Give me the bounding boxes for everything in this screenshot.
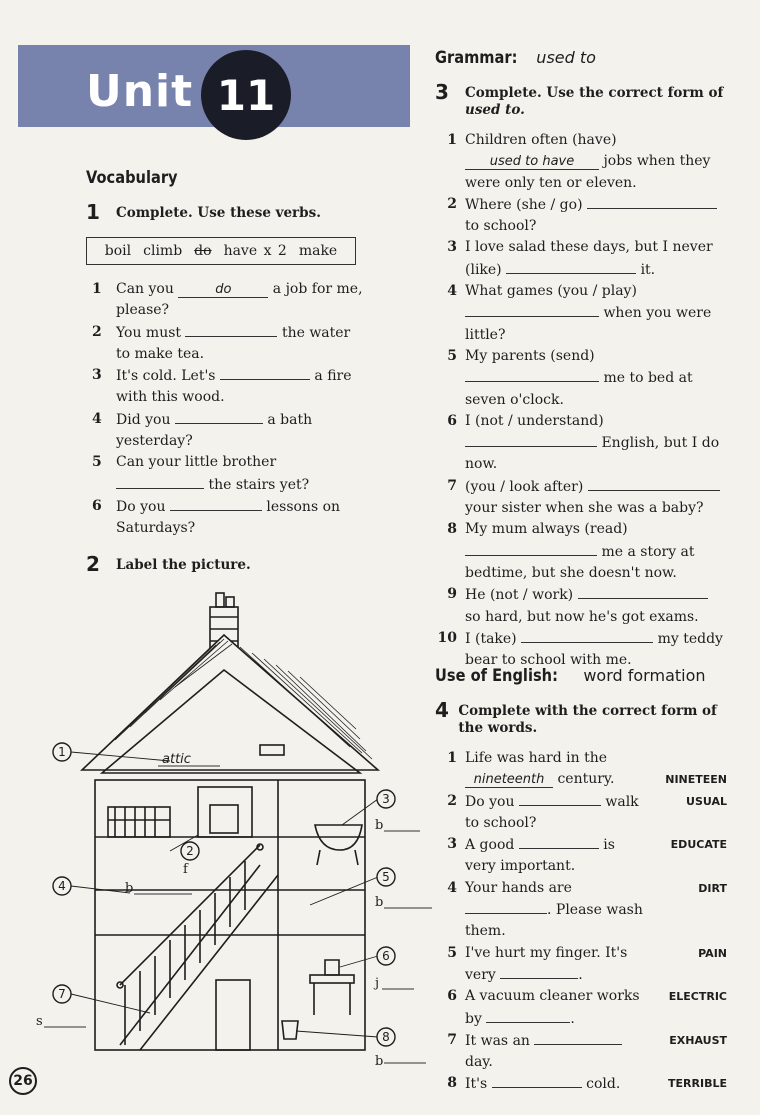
use-of-english-heading: Use of English: word formation <box>435 666 706 686</box>
label-3: b <box>375 818 384 833</box>
callout-number: 6 <box>382 949 390 963</box>
answer-blank[interactable] <box>465 367 599 382</box>
list-item: 6 I (not / understand) English, but I do now. <box>447 412 720 473</box>
label-6: j <box>375 976 380 991</box>
exercise-1-header <box>86 202 321 222</box>
grammar-heading: Grammar: used to <box>435 48 596 68</box>
answer-blank[interactable] <box>465 432 597 447</box>
list-item: 6 Do you lessons on Saturdays? <box>92 497 341 537</box>
exercise-instruction: Label the picture. <box>116 557 251 573</box>
exercise-instruction: Complete with the correct form of the words. <box>458 703 717 736</box>
base-word: TERRIBLE <box>668 1077 727 1091</box>
list-item: 4 Did you a bath yesterday? <box>92 410 313 450</box>
callout-number: 4 <box>58 879 66 893</box>
table <box>310 975 354 983</box>
word-make: make <box>298 243 338 259</box>
base-word: EDUCATE <box>670 838 727 852</box>
answer-blank[interactable] <box>587 194 717 209</box>
callout-number: 7 <box>58 987 66 1001</box>
unit-title: Unit <box>86 66 194 117</box>
list-item: 9 He (not / work) so hard, but now he's got exams. <box>437 584 723 628</box>
exercise-1-items <box>92 279 368 540</box>
callout-number: 1 <box>58 745 66 759</box>
jug <box>325 960 339 975</box>
house-illustration <box>20 575 440 1065</box>
list-item: 1 Can you do a job for me, please? <box>92 281 363 319</box>
answer-blank[interactable] <box>519 791 601 806</box>
list-item: 5 Can your little brother the stairs yet? <box>92 454 310 493</box>
word-climb: climb <box>143 243 183 259</box>
label-attic: attic <box>162 752 191 767</box>
callout-number: 2 <box>186 844 194 858</box>
exercise-instruction: Complete. Use the correct form of used to. <box>465 85 724 118</box>
answer-blank[interactable] <box>185 322 277 337</box>
list-item: 4 Your hands are . Please wash them. DIRT <box>437 878 727 943</box>
fireplace <box>198 787 252 837</box>
answer-blank[interactable] <box>486 1008 570 1023</box>
roof <box>82 635 378 770</box>
base-word: DIRT <box>698 881 727 895</box>
answer-blank[interactable]: used to have <box>465 155 599 170</box>
callout-number: 8 <box>382 1030 390 1044</box>
label-2: f <box>183 862 188 877</box>
list-item: 7 It was an day. EXHAUST <box>437 1030 727 1074</box>
base-word: USUAL <box>686 794 727 808</box>
word-do: do <box>194 243 212 259</box>
answer-blank[interactable] <box>500 964 578 979</box>
list-item: 2 Do you walk to school? USUAL <box>437 791 727 835</box>
callout-number: 5 <box>382 870 390 884</box>
answer-blank[interactable] <box>465 541 597 556</box>
stairs <box>117 844 278 1050</box>
bucket <box>282 1021 298 1039</box>
list-item: 5 My parents (send) me to bed at seven o'clock. <box>447 347 693 408</box>
exercise-instruction: Complete. Use these verbs. <box>116 205 321 221</box>
exercise-number: 1 <box>86 200 100 224</box>
answer-blank[interactable] <box>578 584 708 599</box>
callout-number: 3 <box>382 792 390 806</box>
answer-blank[interactable] <box>492 1073 582 1088</box>
answer-blank[interactable] <box>534 1030 622 1045</box>
base-word: ELECTRIC <box>668 990 727 1004</box>
list-item: 8 My mum always (read) me a story at bedtime, but she doesn't now. <box>447 521 695 581</box>
bed <box>108 807 170 837</box>
exercise-number: 3 <box>435 80 449 104</box>
label-4: b <box>125 881 134 896</box>
label-5: b <box>375 895 384 910</box>
base-word: EXHAUST <box>669 1033 727 1047</box>
list-item: 7 (you / look after) your sister when she was a baby? <box>437 476 723 520</box>
exercise-number: 4 <box>435 698 449 722</box>
base-word: NINETEEN <box>665 773 727 786</box>
answer-blank[interactable]: nineteenth <box>465 773 553 788</box>
answer-blank[interactable]: do <box>178 283 268 298</box>
door <box>216 980 250 1050</box>
answer-blank[interactable] <box>506 259 636 274</box>
list-item: 2 Where (she / go) to school? <box>437 194 723 238</box>
word-boil: boil <box>104 243 132 259</box>
answer-blank[interactable] <box>521 628 653 643</box>
list-item: 3 It's cold. Let's a fire with this wood. <box>92 367 352 406</box>
exercise-number: 2 <box>86 552 100 576</box>
list-item: 2 You must the water to make tea. <box>92 323 351 362</box>
list-item: 1 Life was hard in the nineteenth century. NINETEEN <box>437 748 727 791</box>
word-have: have x 2 <box>223 243 287 259</box>
unit-number-badge: 11 <box>201 50 291 140</box>
exercise-2-header <box>86 554 251 574</box>
list-item: 8 It's cold. TERRIBLE <box>437 1073 727 1095</box>
page-number: 26 <box>9 1067 37 1095</box>
answer-blank[interactable] <box>175 409 263 424</box>
exercise-4-header <box>435 700 725 737</box>
base-word: PAIN <box>698 946 727 960</box>
exercise-4-items <box>437 748 727 1096</box>
label-7: s <box>36 1014 43 1029</box>
verb-word-box <box>86 237 356 265</box>
exercise-3-header <box>435 82 725 119</box>
answer-blank[interactable] <box>465 899 547 914</box>
list-item: 6 A vacuum cleaner works by . ELECTRIC <box>437 986 727 1030</box>
answer-blank[interactable] <box>588 476 720 491</box>
answer-blank[interactable] <box>465 302 599 317</box>
answer-blank[interactable] <box>519 834 599 849</box>
answer-blank[interactable] <box>220 365 310 380</box>
exercise-3-items <box>437 130 723 671</box>
vocabulary-heading: Vocabulary <box>86 168 178 188</box>
list-item: 4 What games (you / play) when you were little? <box>447 283 712 343</box>
label-8: b <box>375 1054 384 1065</box>
list-item: 10 I (take) my teddy bear to school with me. <box>437 629 723 669</box>
list-item: 3 I love salad these days, but I never (like) it. <box>447 239 713 278</box>
list-item: 1 Children often (have) used to have jobs when they were only ten or eleven. <box>447 132 711 191</box>
list-item: 3 A good is very important. EDUCATE <box>437 834 727 878</box>
list-item: 5 I've hurt my finger. It's very . PAIN <box>437 943 727 987</box>
answer-blank[interactable] <box>116 474 204 489</box>
answer-blank[interactable] <box>170 496 262 511</box>
